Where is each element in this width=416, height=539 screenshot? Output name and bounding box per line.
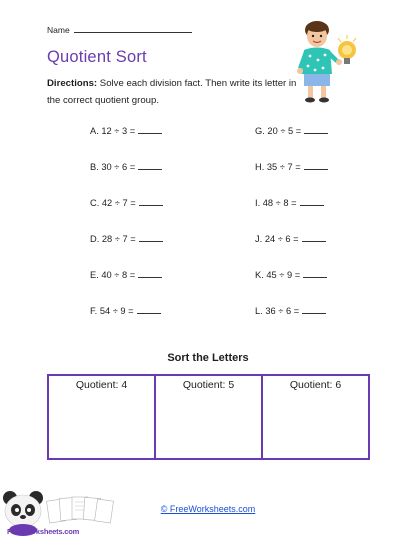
problem-j (255, 233, 326, 244)
sort-table (47, 374, 370, 460)
problem-g (255, 125, 328, 136)
answer-blank[interactable] (303, 269, 327, 278)
name-label: Name (47, 25, 70, 35)
quotient-4-column[interactable] (49, 376, 156, 458)
problem-text: I. 48 ÷ 8 = (255, 198, 297, 208)
problem-l (255, 305, 326, 316)
boy-with-lightbulb-illustration (290, 16, 360, 106)
answer-blank[interactable] (304, 161, 328, 170)
problem-d (90, 233, 163, 244)
problem-text: D. 28 ÷ 7 = (90, 234, 136, 244)
worksheet-title: Quotient Sort (47, 48, 147, 66)
answer-blank[interactable] (138, 125, 162, 134)
problem-text: E. 40 ÷ 8 = (90, 270, 136, 280)
answer-blank[interactable] (300, 197, 324, 206)
logo-text: FreeWorksheets.com (7, 527, 80, 536)
problem-text: F. 54 ÷ 9 = (90, 306, 134, 316)
problem-c (90, 197, 163, 208)
answer-blank[interactable] (139, 197, 163, 206)
problem-text: J. 24 ÷ 6 = (255, 234, 299, 244)
problem-text: B. 30 ÷ 6 = (90, 162, 136, 172)
column-header: Quotient: 5 (182, 379, 235, 391)
problem-i (255, 197, 324, 208)
answer-blank[interactable] (138, 161, 162, 170)
problem-e (90, 269, 162, 280)
answer-blank[interactable] (302, 305, 326, 314)
directions (47, 75, 297, 109)
quotient-5-column[interactable] (156, 376, 263, 458)
name-field-row (47, 24, 192, 35)
problem-text: A. 12 ÷ 3 = (90, 126, 136, 136)
sort-title: Sort the Letters (167, 352, 249, 364)
directions-text: Solve each division fact. Then write its letter in the correct quotient group. (47, 78, 297, 106)
problem-k (255, 269, 327, 280)
problem-text: H. 35 ÷ 7 = (255, 162, 301, 172)
answer-blank[interactable] (137, 305, 161, 314)
answer-blank[interactable] (304, 125, 328, 134)
problem-text: K. 45 ÷ 9 = (255, 270, 301, 280)
quotient-6-column[interactable] (263, 376, 368, 458)
footer-link[interactable]: © FreeWorksheets.com (160, 504, 256, 514)
directions-label: Directions: (47, 78, 98, 89)
problem-b (90, 161, 162, 172)
problem-text: L. 36 ÷ 6 = (255, 306, 300, 316)
problem-a (90, 125, 162, 136)
answer-blank[interactable] (139, 233, 163, 242)
answer-blank[interactable] (138, 269, 162, 278)
column-header: Quotient: 4 (75, 379, 128, 391)
column-header: Quotient: 6 (289, 379, 342, 391)
problem-f (90, 305, 161, 316)
problem-text: C. 42 ÷ 7 = (90, 198, 136, 208)
problem-h (255, 161, 328, 172)
name-line[interactable] (74, 24, 192, 33)
answer-blank[interactable] (302, 233, 326, 242)
problem-text: G. 20 ÷ 5 = (255, 126, 302, 136)
